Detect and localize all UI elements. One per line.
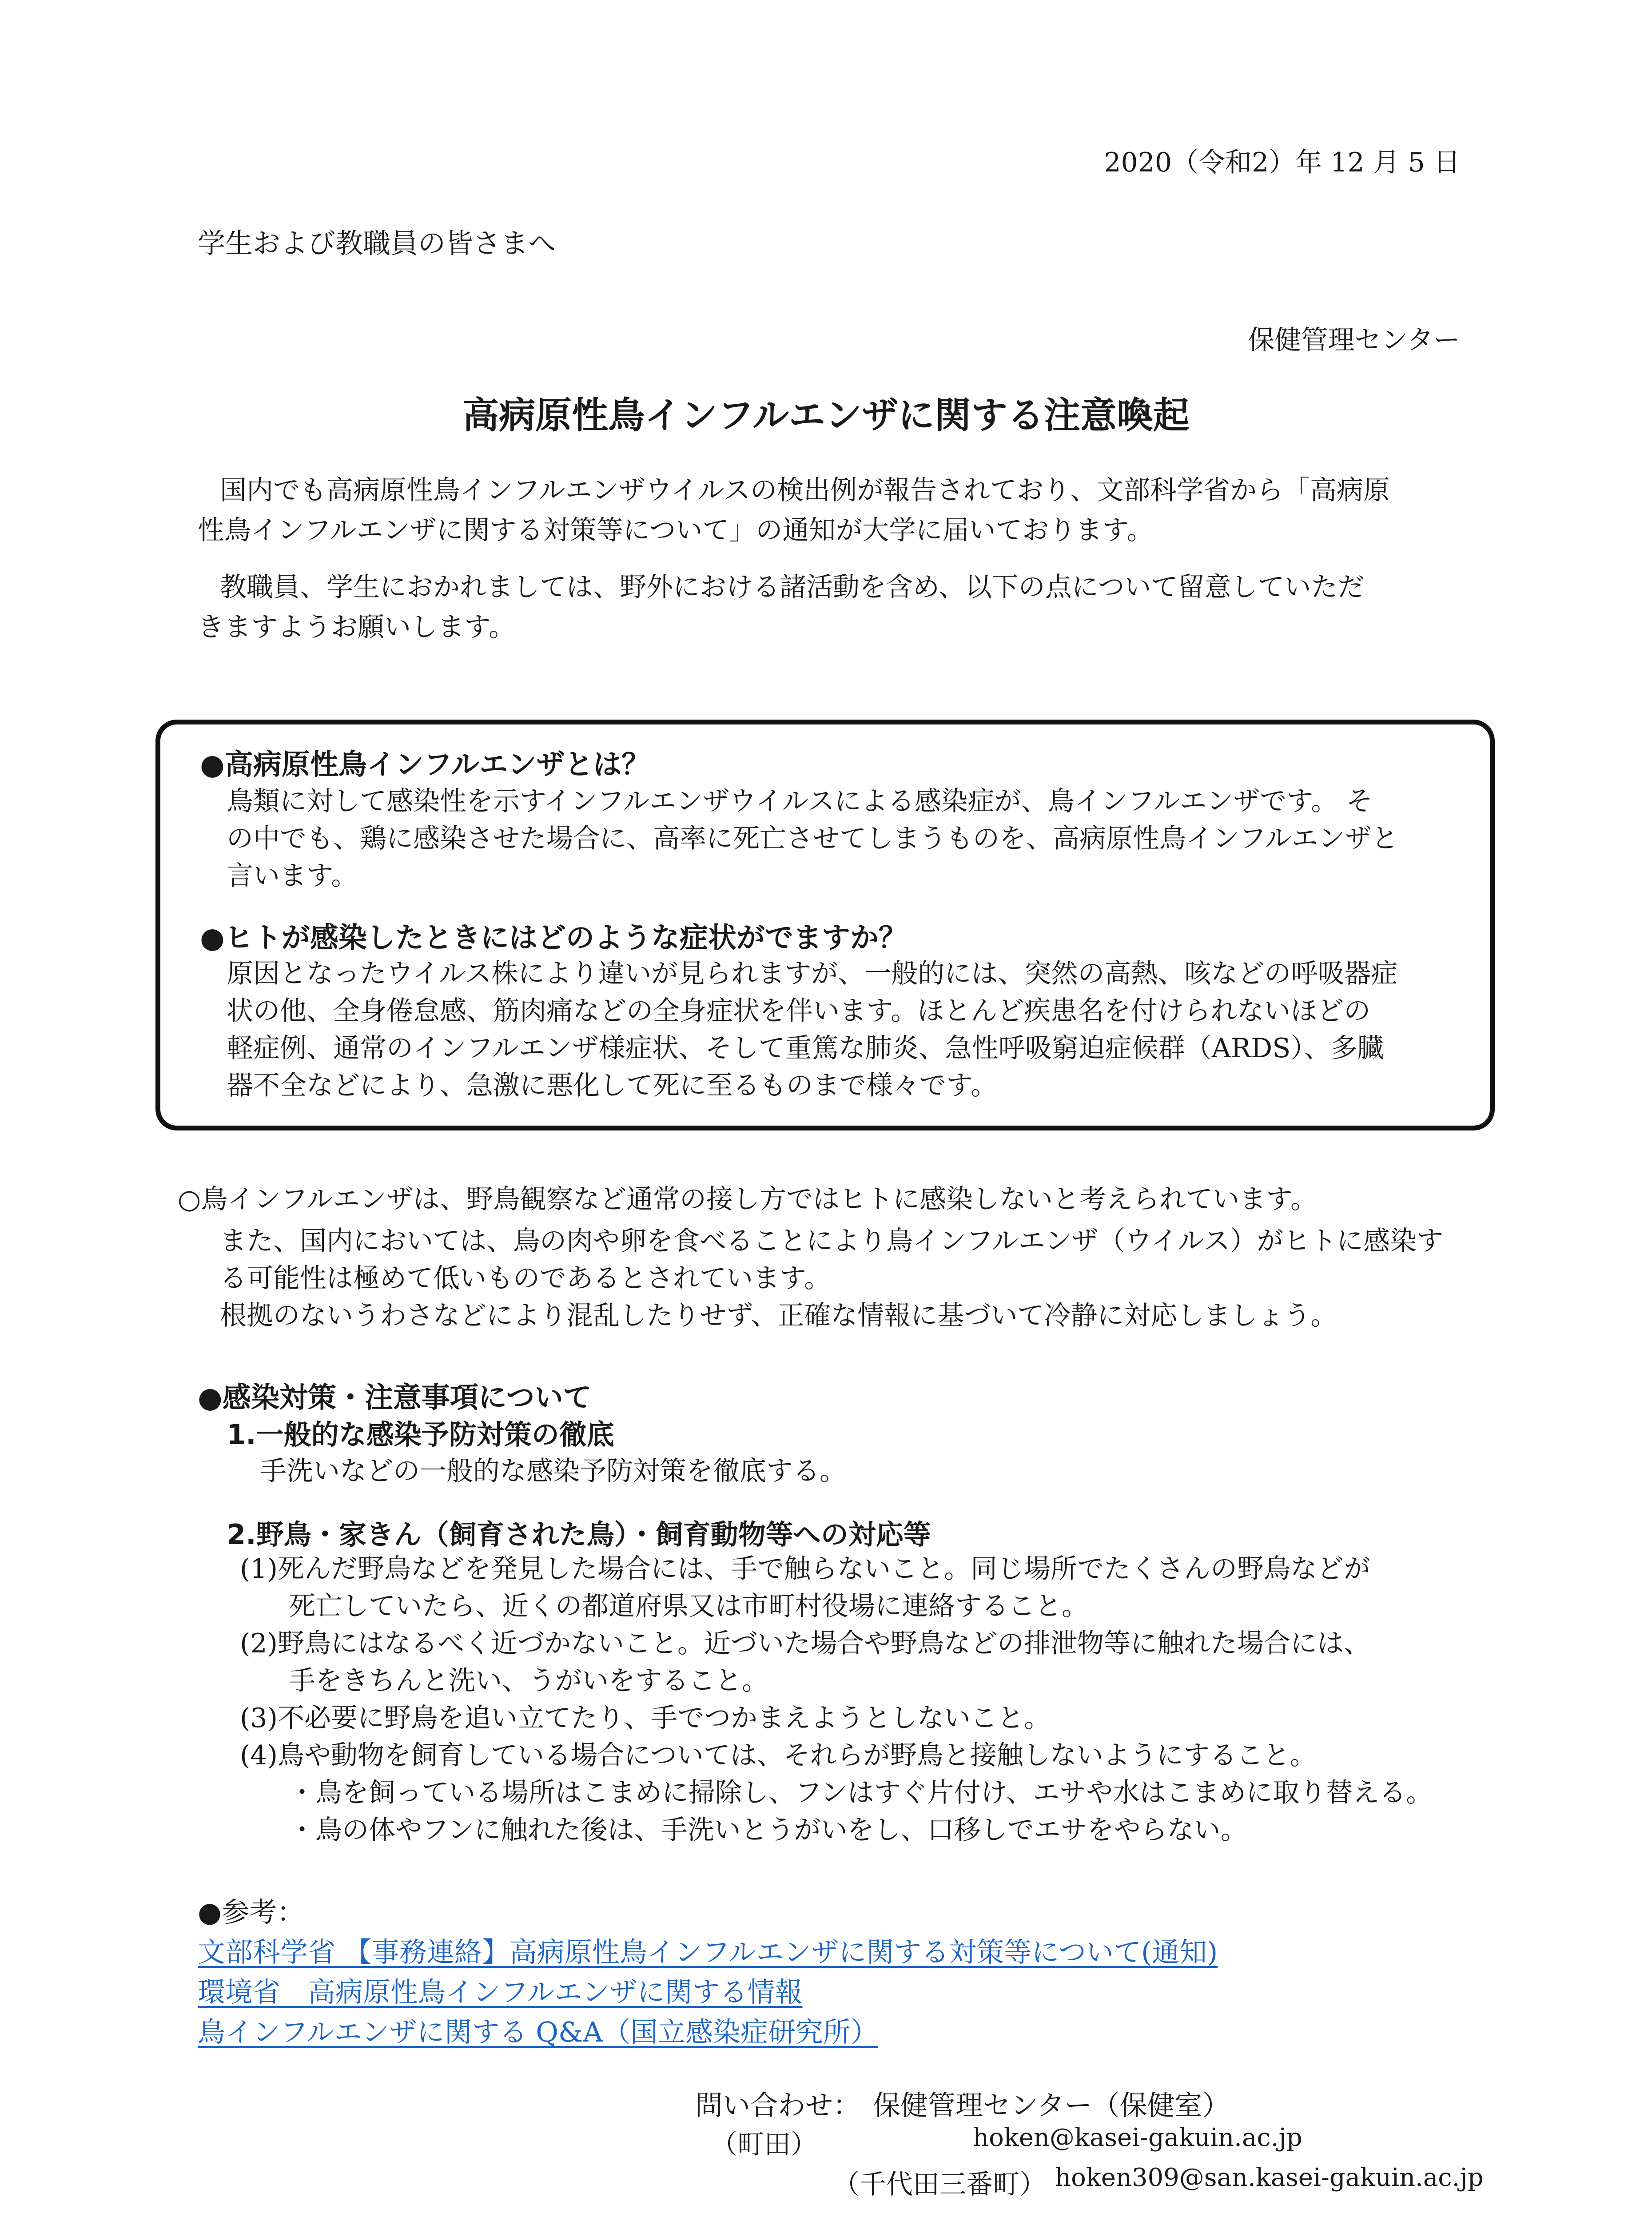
sender-line: 保健管理センター [1248, 325, 1460, 356]
info-text-line: 状の他、全身倦怠感、筋肉痛などの全身症状を伴います。ほとんど疾患名を付けられないほどの [227, 995, 1371, 1027]
recipient-line: 学生および教職員の皆さまへ [198, 227, 556, 259]
measure-1-text: 手洗いなどの一般的な感染予防対策を徹底する。 [260, 1456, 846, 1487]
document-date: 2020（令和2）年 12 月 5 日 [1104, 147, 1460, 178]
contact-campus-chiyoda: （千代田三番町） [833, 2169, 1046, 2200]
reference-link-mext[interactable]: 文部科学省 【事務連絡】高病原性鳥インフルエンザに関する対策等について(通知) [198, 1936, 1218, 1968]
contact-label: 問い合わせ： [695, 2089, 861, 2121]
measure-2-item: (4)鳥や動物を飼育している場合については、それらが野鳥と接触しないようにすること。 [240, 1740, 1317, 1771]
info-text-line: 言います。 [227, 860, 358, 892]
intro-paragraph-2-line-1: 教職員、学生におかれましては、野外における諸活動を含め、以下の点について留意していただ [220, 572, 1365, 603]
measure-2-item-continued: 死亡していたら、近くの都道府県又は市町村役場に連絡すること。 [289, 1591, 1088, 1622]
document-title: 高病原性鳥インフルエンザに関する注意喚起 [462, 394, 1190, 437]
info-text-line: 軽症例、通常のインフルエンザ様症状、そして重篤な肺炎、急性呼吸窮迫症候群（ARDS）、多臓 [227, 1033, 1384, 1064]
note-line: る可能性は極めて低いものであるとされています。 [220, 1263, 831, 1294]
references-heading: ●参考： [198, 1896, 305, 1928]
note-line: 根拠のないうわさなどにより混乱したりせず、正確な情報に基づいて冷静に対応しましょう。 [220, 1300, 1338, 1331]
contact-campus-machida: （町田） [711, 2129, 817, 2160]
info-text-line: 原因となったウイルス株により違いが見られますが、一般的には、突然の高熱、咳などの呼吸器症 [227, 958, 1398, 989]
intro-paragraph-1-line-1: 国内でも高病原性鳥インフルエンザウイルスの検出例が報告されており、文部科学省から「高病原 [220, 475, 1390, 506]
contact-email-machida: hoken@kasei-gakuin.ac.jp [973, 2123, 1302, 2152]
intro-paragraph-2-line-2: きますようお願いします。 [198, 612, 516, 643]
measure-2-item: (2)野鳥にはなるべく近づかないこと。近づいた場合や野鳥などの排泄物等に触れた場合には、 [240, 1628, 1370, 1659]
contact-organization: 保健管理センター（保健室） [873, 2089, 1230, 2121]
measure-2-item-continued: 手をきちんと洗い、うがいをすること。 [289, 1665, 768, 1696]
measure-2-item: (1)死んだ野鳥などを発見した場合には、手で触らないこと。同じ場所でたくさんの野鳥などが [240, 1553, 1370, 1584]
intro-paragraph-1-line-2: 性鳥インフルエンザに関する対策等について」の通知が大学に届いております。 [198, 515, 1154, 546]
note-line: ○鳥インフルエンザは、野鳥観察など通常の接し方ではヒトに感染しないと考えられています。 [178, 1184, 1318, 1215]
measure-2-item: (3)不必要に野鳥を追い立てたり、手でつかまえようとしないこと。 [240, 1703, 1051, 1734]
reference-link-env[interactable]: 環境省 高病原性鳥インフルエンザに関する情報 [198, 1976, 803, 2008]
reference-link-niid[interactable]: 鳥インフルエンザに関する Q&A（国立感染症研究所） [198, 2016, 879, 2048]
measure-2-bullet: ・鳥を飼っている場所はこまめに掃除し、フンはすぐ片付け、エサや水はこまめに取り替える。 [289, 1777, 1433, 1808]
info-heading-what-is: ●高病原性鳥インフルエンザとは？ [200, 748, 650, 781]
measure-2-heading: 2.野鳥・家きん（飼育された鳥）・飼育動物等への対応等 [227, 1518, 931, 1551]
info-text-line: 器不全などにより、急激に悪化して死に至るものまで様々です。 [227, 1070, 998, 1101]
measure-1-heading: 1.一般的な感染予防対策の徹底 [227, 1418, 614, 1451]
measures-heading: ●感染対策・注意事項について [198, 1381, 592, 1414]
info-text-line: の中でも、鶏に感染させた場合に、高率に死亡させてしまうものを、高病原性鳥インフルエンザと [227, 823, 1398, 854]
measure-2-bullet: ・鳥の体やフンに触れた後は、手洗いとうがいをし、口移しでエサをやらない。 [289, 1815, 1247, 1846]
info-text-line: 鳥類に対して感染性を示すインフルエンザウイルスによる感染症が、鳥インフルエンザです。 そ [227, 786, 1373, 817]
info-heading-symptoms: ●ヒトが感染したときにはどのような症状がでますか？ [200, 922, 907, 955]
note-line: また、国内においては、鳥の肉や卵を食べることにより鳥インフルエンザ（ウイルス）がヒトに感染す [220, 1226, 1443, 1257]
contact-email-chiyoda: hoken309@san.kasei-gakuin.ac.jp [1055, 2163, 1484, 2192]
